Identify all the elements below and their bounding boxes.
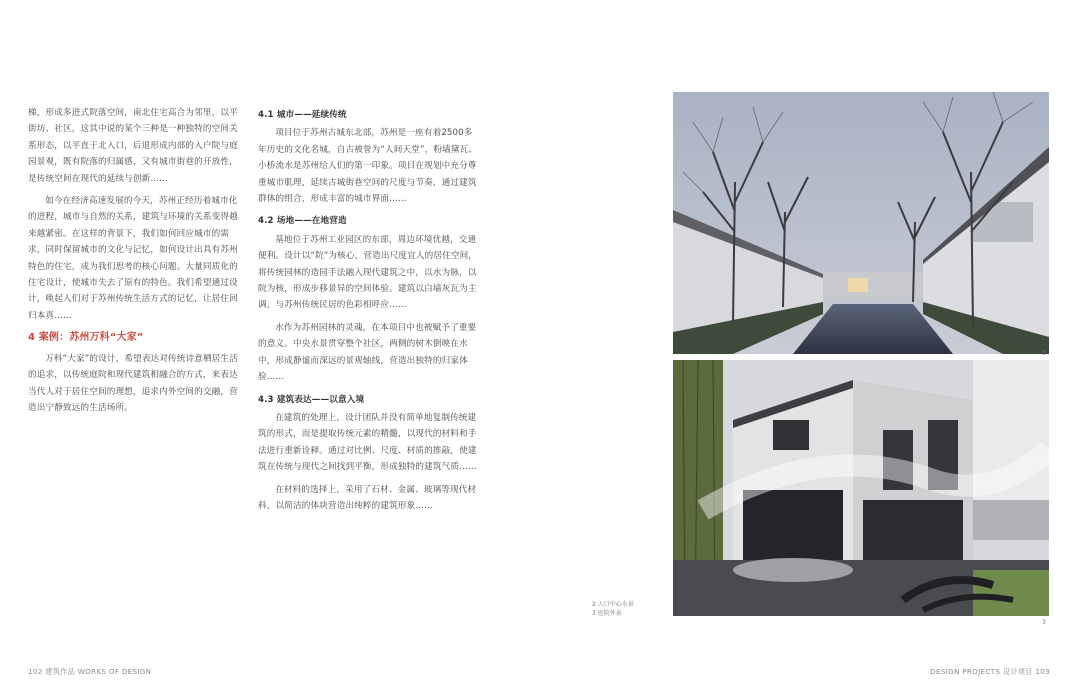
- body-paragraph: 如今在经济高速发展的今天，苏州正经历着城市化的进程，城市与自然的关系，建筑与环境的关系变得越来越紧密。在这样的背景下，我们如何回应城市的需求，同时保留城市的文化与记忆，如何设计出具有苏州特色的住宅，成为我们思考的核心问题。大量同质化的住宅设计，使城市失去了原有的特色。我们希望通过设计，唤起人们对于苏州传统生活方式的记忆，让居住回归本真……: [28, 196, 238, 321]
- case-heading: 4 案例：苏州万科“大家”: [28, 332, 144, 344]
- figure-caption: [592, 600, 634, 618]
- body-paragraph: 梯，形成多进式院落空间，南北住宅高合为邻里，以平街坊、社区，这其中说的某个三种是一种独特的空间关系形态，以平直于北入口，后退形成内部的入户院与庭园景观，既有院落的归属感，又有城市街巷的开放性，是传统空间在现代的延续与创新……: [28, 108, 238, 184]
- figure-number: 2: [1042, 350, 1046, 357]
- page-footer-left: 102 建筑作品 WORKS OF DESIGN: [28, 667, 152, 676]
- section-heading: 4.3 建筑表达——以意入境: [258, 394, 365, 405]
- caption-line: 2 人口中心水景: [592, 601, 634, 608]
- body-paragraph: 水作为苏州园林的灵魂，在本项目中也被赋予了重要的意义。中央水景贯穿整个社区，两侧的树木倒映在水中，形成静谧而深远的景观轴线，营造出独特的归家体验……: [258, 322, 477, 383]
- body-paragraph: 在建筑的处理上，设计团队并没有简单地复制传统建筑的形式，而是提取传统元素的精髓，以现代的材料和手法进行重新诠释。通过对比例、尺度、材质的推敲，使建筑在传统与现代之间找到平衡，形成独特的建筑气质……: [258, 412, 477, 473]
- section-heading: 4.1 城市——延续传统: [258, 110, 347, 120]
- left-text-column: [28, 105, 243, 625]
- figure-number: 3: [1042, 619, 1046, 626]
- courtyard-water-photo: [673, 92, 1049, 354]
- page-footer-right: DESIGN PROJECTS 设计项目 103: [930, 667, 1050, 676]
- body-paragraph: 项目位于苏州古城东北部，苏州是一座有着2500多年历史的文化名城，自古被誉为“人间天堂”，粉墙黛瓦、小桥流水是苏州给人们的第一印象。项目在规划中充分尊重城市肌理，延续古城街巷空间的尺度与节奏，通过建筑群体的组合，形成丰富的城市界面……: [258, 128, 478, 205]
- body-paragraph: 万科“大家”的设计，希望表达对传统诗意栖居生活的追求，以传统庭院和现代建筑相融合的方式，来表达当代人对于居住空间的理想，追求内外空间的交融，营造出宁静致远的生活场所。: [28, 353, 239, 413]
- body-paragraph: 基地位于苏州工业园区的东部，周边环境优越，交通便利。设计以“院”为核心，营造出尺度宜人的居住空间，将传统园林的造园手法融入现代建筑之中，以水为脉，以院为核，形成步移景异的空间体验。建筑以白墙灰瓦为主调，与苏州传统民居的色彩相呼应……: [258, 234, 478, 311]
- middle-text-column: [258, 105, 478, 625]
- body-paragraph: 在材料的选择上，采用了石材、金属、玻璃等现代材料，以简洁的体块营造出纯粹的建筑形象……: [258, 484, 477, 511]
- section-heading: 4.2 场地——在地营造: [258, 216, 347, 227]
- house-courtyard-photo: [673, 360, 1049, 616]
- caption-line: 3 庭院外景: [592, 610, 622, 617]
